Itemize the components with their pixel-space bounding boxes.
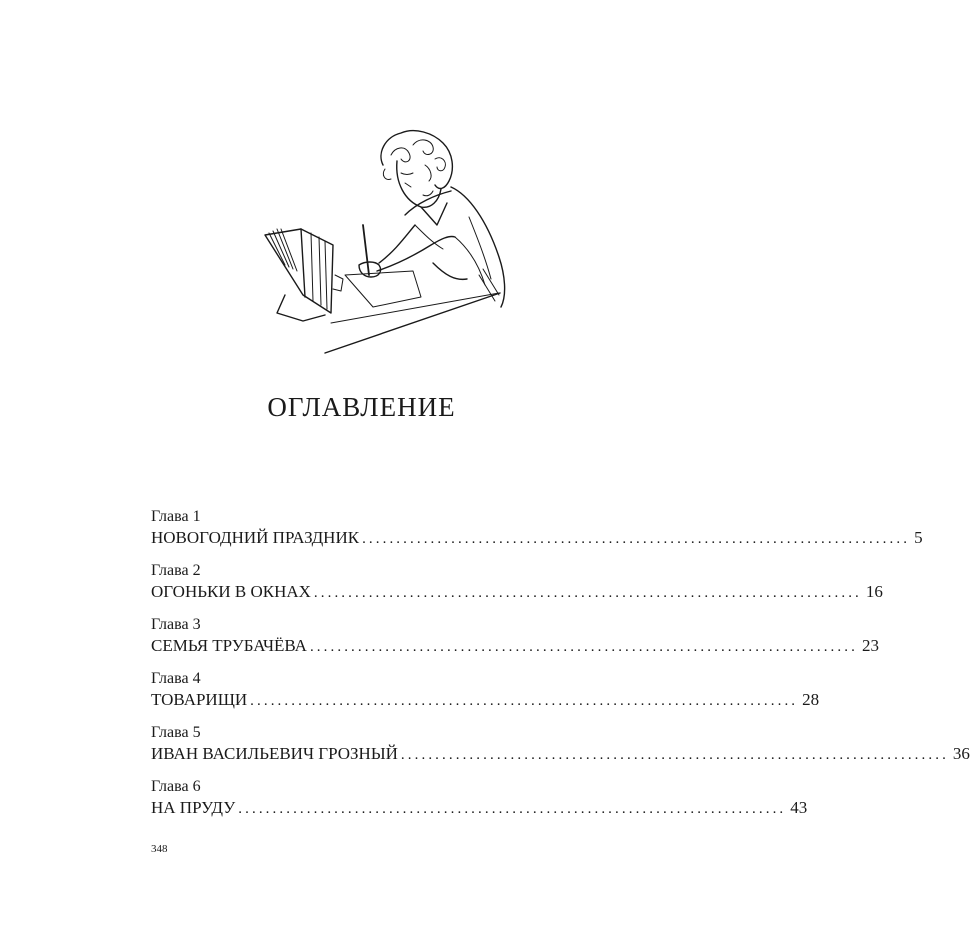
chapter-label: Глава 5 bbox=[151, 724, 201, 741]
toc-entry[interactable] bbox=[151, 669, 820, 723]
dot-leader: ................................................................................ bbox=[250, 693, 799, 709]
page-number: 5 bbox=[914, 528, 923, 547]
dot-leader: ................................................................................ bbox=[309, 639, 858, 655]
table-of-contents bbox=[151, 507, 970, 831]
dot-leader: ................................................................................ bbox=[313, 585, 862, 601]
toc-entry[interactable] bbox=[151, 777, 808, 831]
chapter-line bbox=[151, 797, 808, 819]
chapter-label: Глава 1 bbox=[151, 508, 201, 525]
chapter-title: ИВАН ВАСИЛЬЕВИЧ ГРОЗНЫЙ bbox=[151, 744, 398, 763]
dot-leader: ................................................................................ bbox=[362, 531, 911, 547]
dot-leader: ................................................................................ bbox=[238, 801, 787, 817]
chapter-label: Глава 2 bbox=[151, 562, 201, 579]
page-title: ОГЛАВЛЕНИЕ bbox=[267, 392, 456, 422]
chapter-label: Глава 6 bbox=[151, 778, 201, 795]
toc-entry[interactable] bbox=[151, 507, 923, 561]
chapter-line bbox=[151, 635, 879, 657]
page-number: 43 bbox=[790, 798, 808, 817]
page-number: 36 bbox=[952, 744, 970, 763]
chapter-line bbox=[151, 581, 883, 603]
toc-entry[interactable] bbox=[151, 615, 879, 669]
boy-writing-illustration bbox=[255, 125, 547, 357]
page-folio: 348 bbox=[151, 843, 168, 855]
toc-entry[interactable] bbox=[151, 723, 970, 777]
toc-entry[interactable] bbox=[151, 561, 883, 615]
chapter-title: ОГОНЬКИ В ОКНАХ bbox=[151, 582, 311, 601]
page-number: 28 bbox=[802, 690, 820, 709]
page-number: 16 bbox=[865, 582, 883, 601]
chapter-label: Глава 4 bbox=[151, 670, 201, 687]
chapter-title: СЕМЬЯ ТРУБАЧЁВА bbox=[151, 636, 307, 655]
chapter-line bbox=[151, 743, 970, 765]
chapter-title: ТОВАРИЩИ bbox=[151, 690, 248, 709]
page-number: 23 bbox=[861, 636, 879, 655]
chapter-title: НОВОГОДНИЙ ПРАЗДНИК bbox=[151, 528, 360, 547]
chapter-label: Глава 3 bbox=[151, 616, 201, 633]
dot-leader: ................................................................................ bbox=[400, 747, 949, 763]
chapter-title: НА ПРУДУ bbox=[151, 798, 236, 817]
chapter-line bbox=[151, 689, 820, 711]
chapter-line bbox=[151, 527, 923, 549]
